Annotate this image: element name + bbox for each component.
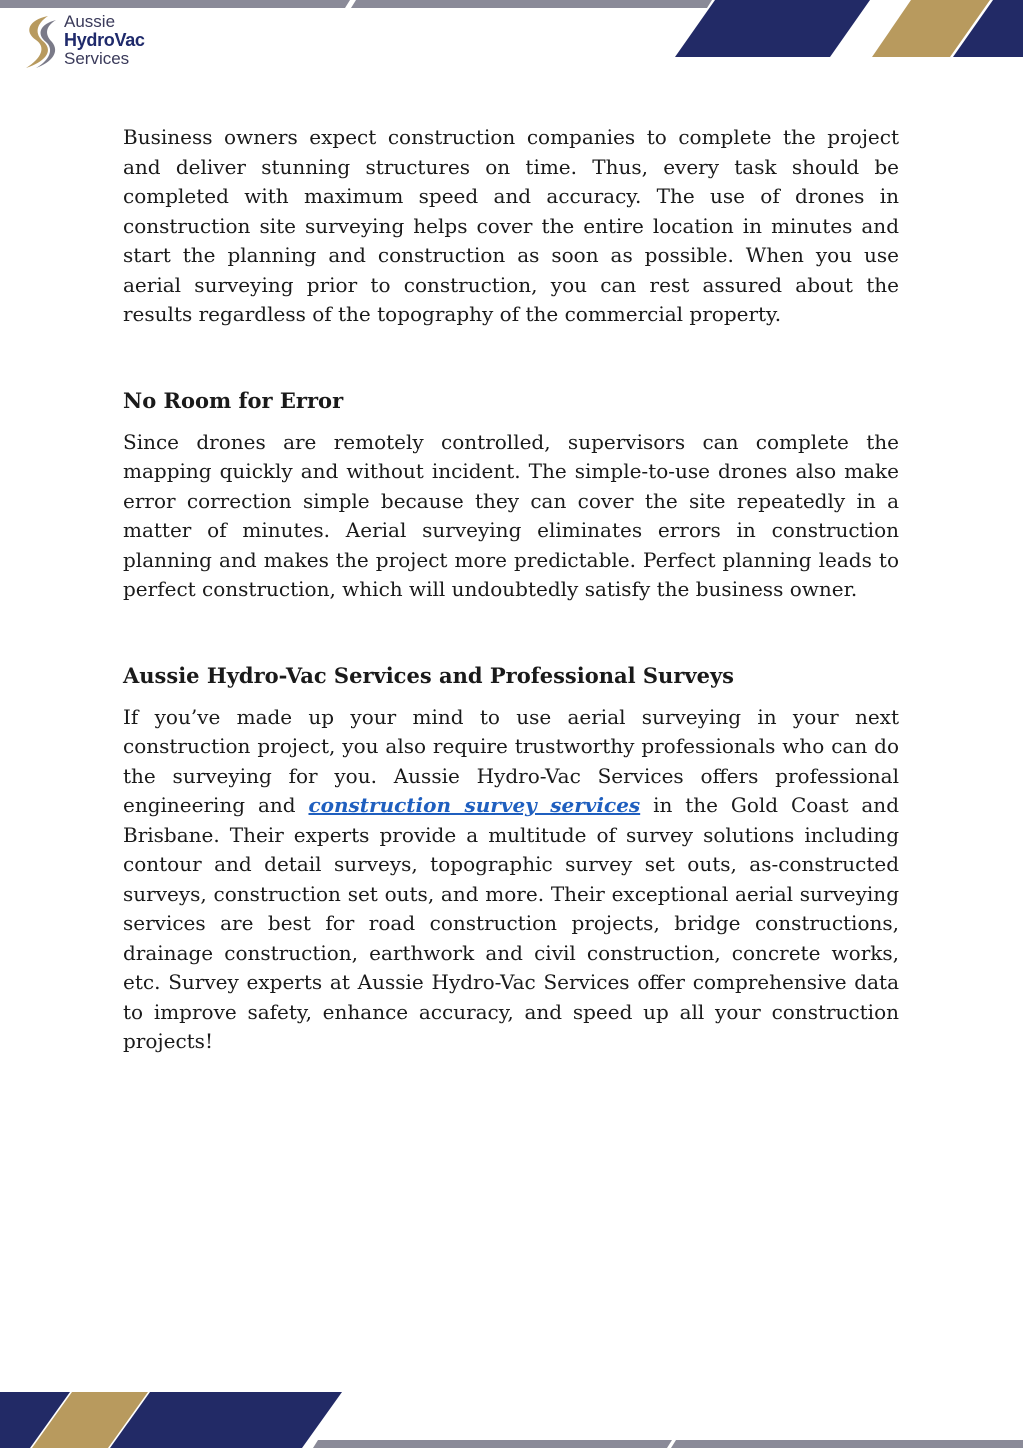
top-grey-bar-right (351, 0, 712, 8)
section2-paragraph (123, 703, 899, 1057)
top-navy-stripe-1 (675, 0, 870, 57)
bottom-grey-bar-left (313, 1440, 672, 1448)
section-heading-no-room-for-error: No Room for Error (123, 387, 344, 413)
section1-paragraph: Since drones are remotely controlled, supervisors can complete the mapping quickly and without incident. The simple-to-use drones also make error correction simple because they can cover the site repeatedly in a matter of minutes. Aerial surveying eliminates errors in construction planning and makes the project more predictable. Perfect planning leads to perfect construction, which will undoubtedly satisfy the business owner. (123, 429, 899, 601)
section2-text-after-link: in the Gold Coast and Brisbane. Their experts provide a multitude of survey solutions including contour and detail surveys, topographic survey set outs, as-constructed surveys, construction set outs, and more. Their exceptional aerial surveying services are best for road construction projects, bridge constructions, drainage construction, earthwork and civil construction, concrete works, etc. Survey experts at Aussie Hydro-Vac Services offer comprehensive data to improve safety, enhance accuracy, and speed up all your construction projects! (123, 793, 899, 1053)
section-heading-professional-surveys: Aussie Hydro-Vac Services and Professional Surveys (123, 662, 734, 688)
logo-line-3: Services (64, 49, 130, 68)
construction-survey-services-link[interactable]: construction survey services (308, 793, 641, 817)
top-grey-bar-left (0, 0, 350, 8)
section2-text-before-link: If you’ve made up your mind to use aerial surveying in your next construction project, you also require trustworthy professionals who can do the surveying for you. Aussie Hydro-Vac Services offers professional engineering and (123, 704, 899, 817)
bottom-grey-bar-right (671, 1440, 1023, 1448)
company-logo (18, 12, 148, 70)
logo-line-1: Aussie (64, 12, 116, 31)
logo-text (64, 12, 145, 67)
article (123, 123, 899, 1057)
bottom-navy-stripe-2 (110, 1392, 342, 1448)
intro-paragraph: Business owners expect construction companies to complete the project and deliver stunning structures on time. Thus, every task should be completed with maximum speed and accuracy. The use of drones in construction site surveying helps cover the entire location in minutes and start the planning and construction as soon as possible. When you use aerial surveying prior to construction, you can rest assured about the results regardless of the topography of the commercial property. (123, 125, 899, 326)
logo-swoosh-icon (18, 14, 62, 70)
logo-line-2: HydroVac (64, 30, 145, 50)
